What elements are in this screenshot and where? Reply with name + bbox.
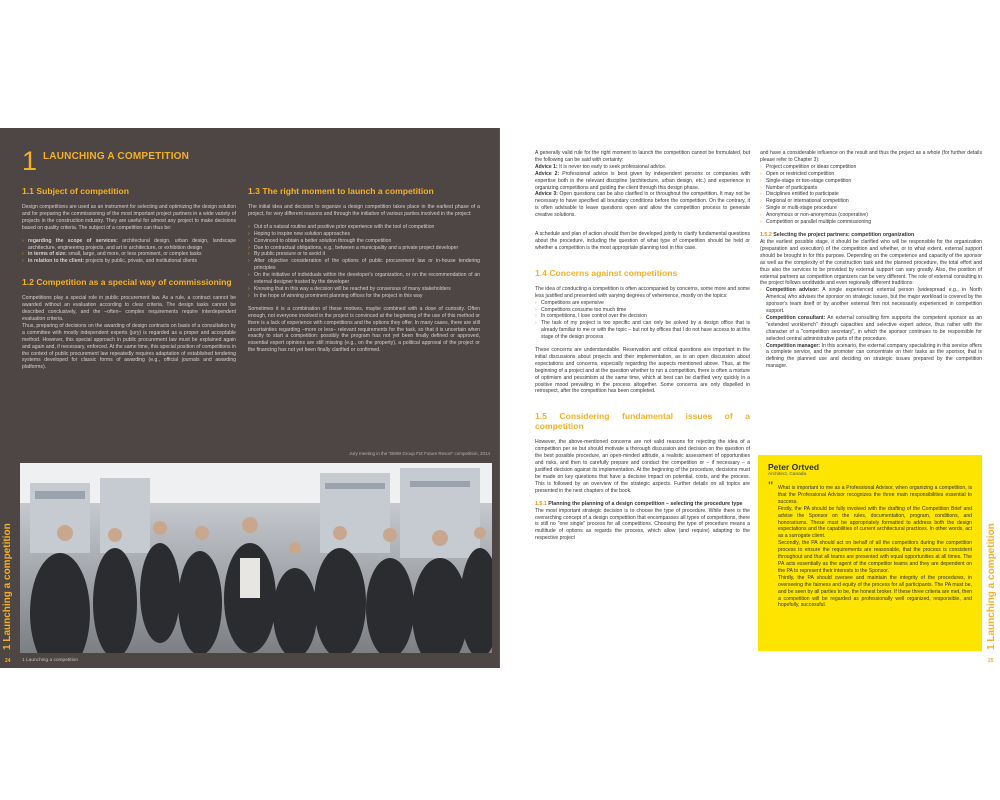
section-1-2-heading: 1.2 Competition as a special way of commissioning [22, 277, 232, 288]
photo-caption: Jury meeting in the "BMW Group FIZ Future Resort" competition, 2014 [349, 451, 490, 456]
quote-author-role: Architect, Canada [768, 472, 807, 477]
section-1-3-heading: 1.3 The right moment to launch a competition [248, 186, 434, 196]
right-column-2 [760, 150, 982, 376]
advice-2: Advice 2: Professional advice is best given by independent persons or companies with expertise both in the relevant discipline (architecture, urban design, etc.) and experience in organizing competitions and guiding the client through this design phase. [535, 170, 750, 191]
left-chapter-tab: 1 Launching a competition [2, 523, 13, 650]
left-column-1 [22, 182, 236, 377]
quote-author-name: Peter Ortved [768, 462, 820, 472]
section-1-1-list [22, 238, 236, 266]
list-item: › Single or multi-stage procedure [760, 205, 982, 212]
list-item: › Number of participants [760, 185, 982, 192]
chapter-title: LAUNCHING A COMPETITION [43, 151, 190, 162]
section-1-2-para-2: Thus, preparing of decisions on the awarding of design contracts on basis of a consultation by a committee with mostly independent experts (jury) is regarded as a proper and acceptable method. However, this special approach in public procurement law must be explained again and again and, if necessary, enforced. At the same time, this special position of competitions in the context of public procurement law repeatedly requires adaptation of established tendering systems developed for classic forms of awarding (e.g., official journals and awarding platforms). [22, 322, 236, 371]
list-item: › Convinced to obtain a better solution through the competition [248, 238, 480, 245]
right-chapter-tab: 1 Launching a competition [986, 523, 997, 650]
list-item: › Competitions consume too much time [535, 307, 750, 314]
subsection-1-5-1-heading: 1.5.1 Planning the planning of a design competition – selecting the procedure type [535, 500, 743, 507]
subsection-1-5-1-para: The most important strategic decision is to choose the type of procedure. While there is the overarching concept of a design competition that encompasses all types of competitions, there is still no "one single" process for all competitions. Choosing the type of procedure means a multitude of options as regards the process, which allow (and require) adapting to the respective project [535, 507, 750, 542]
list-item: › in terms of size: small, large, and more, or less prominent, or complex tasks [22, 251, 236, 258]
list-item: › Single-stage or two-stage competition [760, 178, 982, 185]
chapter-number: 1 [22, 146, 38, 176]
list-item: › Open or restricted competition [760, 171, 982, 178]
section-1-1-heading: 1.1 Subject of competition [22, 186, 129, 196]
list-item: › Competition manager: In this scenario, the external company specializing in this service offers a complete service, and the promoter can concentrate on their tasks as the sponsor, that is defining the planned use and deciding on strategic issues prepared by the competition manager. [760, 343, 982, 371]
jury-meeting-photo [20, 463, 492, 653]
list-item: › By public pressure or to avoid it [248, 251, 480, 258]
left-running-footer: 1 Launching a competition [22, 658, 79, 663]
advice-3: Advice 3: Open questions can be also clarified in or throughout the competition. It may not be necessary to have specified all boundary conditions before the competition. On the contrary, it is often advisable to leave questions open and allow the competition process to generate creative solutions. [535, 191, 750, 219]
list-item: › Regional or international competition [760, 198, 982, 205]
r1-para-2: A schedule and plan of action should then be developed jointly to clarify fundamental questions about the procedure, including the question of what type of competition should be held or whether a competition is the most appropriate planning tool in this case. [535, 231, 750, 251]
list-item: › Disciplines entitled to participate [760, 191, 982, 198]
list-item: › In competitions, I lose control over the decision [535, 313, 750, 320]
list-item: › Competition consultant: An external consulting firm supports the competent sponsor as an "extended workbench" through capacities and selective expert advice, thus rather with the character of a "competition secretary", in which the sponsor continues to be responsible for selected central administrative parts of the procedure. [760, 315, 982, 343]
section-1-5-para: However, the above-mentioned concerns are not valid reasons for rejecting the idea of a competition per se but should motivate a thorough discussion and decision on the question of the best possible procedure, an open-minded attitude, a realistic assessment of opportunities and risks, and then to carefully prepare and conduct the competition or – if necessary – a justified decision against its implementation. At the beginning of the procedure, decisions must be made on key questions that have a decisive impact on potential, costs, and the process. This is followed by an overview of the strategic aspects. Further details on all topics are presented in the next chapters of the book. [535, 439, 750, 494]
left-column-2 [248, 182, 480, 360]
list-item: › Competitions are expensive [535, 300, 750, 307]
list-item: › Project competition or ideas competition [760, 164, 982, 171]
list-item: › Competition advisor: A single experienced external person (widespread e.g., in North America) who advises the sponsor on strategic issues, but the major workload is covered by the sponsor's team itself or by another external firm not necessarily experienced in competition support. [760, 287, 982, 315]
section-1-4-list [535, 300, 750, 341]
list-item: › Out of a natural routine and positive prior experience with the tool of competition [248, 224, 480, 231]
quote-box [758, 455, 982, 651]
r1-para-1: A generally valid rule for the right moment to launch the competition cannot be formulated, but the following can be said with certainty: [535, 150, 750, 163]
procedure-type-list [760, 164, 982, 226]
list-item: › The task of my project is too specific and can only be solved by a design office that is already familiar to me or with the topic – but not by offices that I do not have access to at this stage of the design process [535, 320, 750, 341]
list-item: › Competition or parallel multiple commissioning [760, 219, 982, 226]
subsection-1-5-2-heading: 1.5.2 Selecting the project partners: competition organization [760, 231, 915, 238]
consulting-roles-list [760, 287, 982, 370]
list-item: › In the hope of winning prominent planning offices for the project in this way [248, 293, 480, 300]
section-1-4-para: The idea of conducting a competition is often accompanied by concerns, some more and some less justified and presented with varying degrees of vehemence, mostly on the topics: [535, 285, 750, 299]
section-1-1-para: Design competitions are used as an instrument for selecting and optimizing the design solution and for preparing the commissioning of the most important project partners in a wide variety of projects in the construction industry. They are useful for almost any project to make decisions based on quality criteria. The subject of a competition can thus be: [22, 204, 236, 231]
list-item: › Anonymous or non-anonymous (cooperative) [760, 212, 982, 219]
subsection-1-5-2-para: At the earliest possible stage, it should be clarified who will be responsible for the organization (preparation and execution) of the competition and whether, or to what extent, external support should be brought in for this purpose. Depending on the competence and capacity of the sponsor as well as the complexity of the construction task and the planned procedure, the total effort and thus also the services to be provided by external support can vary greatly. Also, the position of external partners as competition organizers can be very different. The role of external consulting in the project follows worldwide and even regionally different traditions: [760, 238, 982, 287]
section-1-4-heading: 1.4 Concerns against competitions [535, 267, 678, 278]
section-1-3-para: The initial idea and decision to organize a design competition takes place in the earliest phase of a project, for very different reasons and through the initiative of various parties involved in the project: [248, 204, 480, 217]
left-page-number: 24 [5, 658, 11, 664]
list-item: › Hoping to inspire new solution approaches [248, 231, 480, 238]
right-column-1 [535, 150, 750, 548]
section-1-4-para-2: These concerns are understandable. Reservation and critical questions are important in the initial discussions about projects and their implementation, as is an open discussion about expectations and concerns, especially regarding the aspects mentioned above. Thus, at the beginning of a project and at the question whether to run a competition, there is often a mixture of optimism and pessimism at the same time, which at best can be clarified very quickly in a positive mood prevailing in the process altogether. Some concerns are only dispelled in retrospect, after the competition has been completed. [535, 347, 750, 395]
section-1-2-para-1: Competitions play a special role in public procurement law. As a rule, a contract cannot be awarded without an evaluation according to clear criteria. The design tasks cannot be described conclusively, and the –often– complex requirements require interdependent evaluation criteria. [22, 295, 236, 322]
quote-mark-icon: " [768, 480, 774, 492]
section-1-5-heading: 1.5 Considering fundamental issues of a competition [535, 411, 750, 432]
right-page-number: 25 [988, 658, 994, 664]
list-item: › Knowing that in this way a decision will be reached by consensus of many stakeholders [248, 286, 480, 293]
list-item: › On the initiative of individuals within the developer's organization, or on the recommendation of an external designer trusted by the developer [248, 272, 480, 286]
quote-text: " What is important to me as a Professional Advisor, when organizing a competition, is that the Professional Advisor recognizes the three main responsibilities essential to success. Firstly, the PA should be fully involved with the drafting of the Competition Brief and advise the Sponsor on the rules, documentation, program, conditions, and honorariums. These must be appropriately formatted to address both the design expectations and the capabilities of current architectural practices. In other words, act as a surrogate client. Secondly, the PA should act on behalf of all the competitors during the competition process to ensure the requirements are reasonable, that the process is consistent throughout and that all teams are presented with equal opportunities at all times. The PA acts essentially as the agent of the competitor teams and they are dependent on the PA to represent their interests to the Sponsor. Thirdly, the PA should oversee and maintain the integrity of the procedures, in overseeing the fairness and equity of the process for all participants. The PA must be, and be seen by all parties to be, the honest broker. If these three criteria are met, then a competition will be regarded as professionally well organized, responsible, and hopefully, successful. [768, 480, 972, 609]
list-item: › Due to contractual obligations, e.g., between a municipality and a private project developer [248, 245, 480, 252]
section-1-3-para-2: Sometimes it is a combination of these motives, maybe combined with a dose of curiosity. Often enough, not everyone involved in the project is convinced at the beginning of the use of this method or there is a lack of experience with competitions and the options they offer. In many cases, there are still uncertainties regarding –more or less– relevant requirements for the task, so that it is uncertain when exactly to start a competition: possibly the program has not yet been finally defined or approved, essential expert opinions are still missing (e.g., on the property), a political approval of the project or the financing has not yet been finally clarified or confirmed. [248, 305, 480, 354]
list-item: › regarding the scope of services: architectural design, urban design, landscape architecture, engineering projects, and art in architecture, or exhibition design [22, 238, 236, 252]
section-1-3-list [248, 224, 480, 300]
list-item: › in relation to the client: projects by public, private, and institutional clients [22, 258, 236, 265]
advice-1: Advice 1: It is never too early to seek professional advice. [535, 163, 667, 170]
r4-para-1: and have a considerable influence on the result and thus the project as a whole (for further details please refer to Chapter 3): [760, 150, 982, 163]
list-item: › After objective consideration of the options of public procurement law or in-house tendering principles [248, 258, 480, 272]
